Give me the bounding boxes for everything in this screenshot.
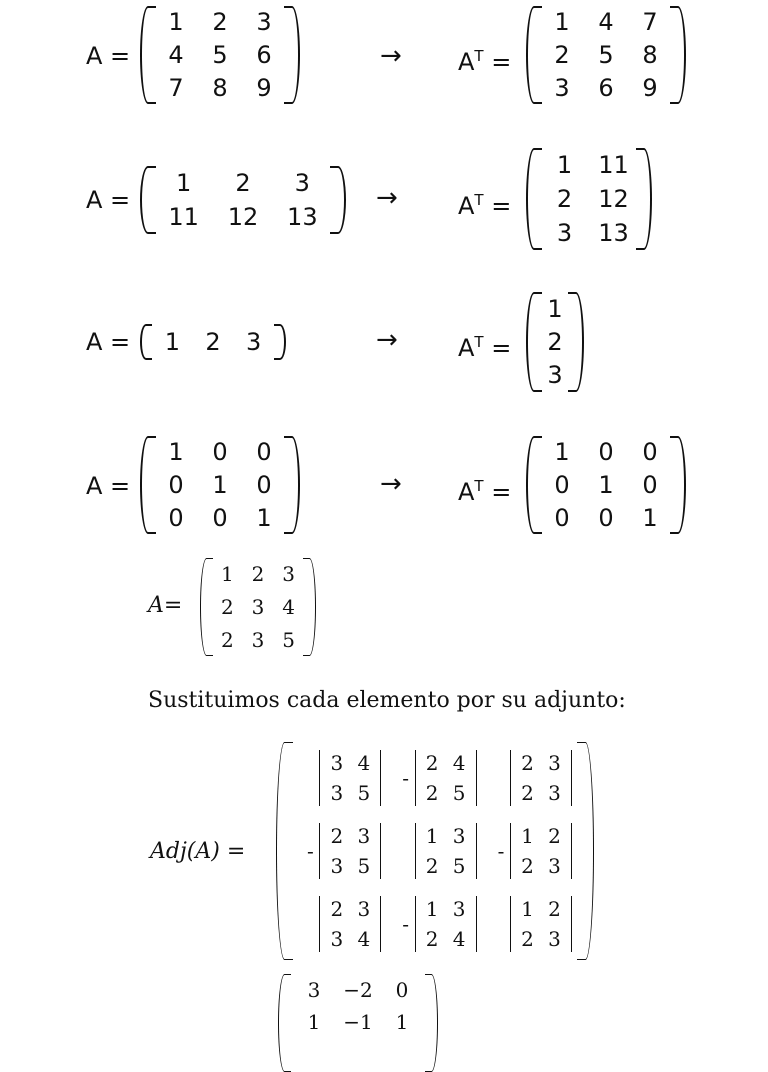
right-paren — [670, 436, 686, 534]
matrix-entry: 1 — [168, 8, 184, 37]
adjugate-cofactor — [292, 887, 387, 960]
matrix-entry: 1 — [168, 438, 184, 467]
matrix-entry: 1 — [547, 294, 563, 323]
right-bar — [380, 750, 381, 806]
matrix-entry: 5 — [598, 40, 614, 69]
minor-entry: 4 — [452, 751, 466, 776]
matrix-entry: 4 — [598, 8, 614, 37]
matrix-entry: 1 — [554, 8, 570, 37]
matrix-entry: 11 — [168, 203, 199, 231]
matrix-entry: 13 — [287, 203, 318, 231]
matrix-entry: 3 — [282, 562, 296, 587]
minor-entry: 2 — [330, 823, 344, 848]
matrix-entry: 7 — [642, 8, 658, 37]
matrix-entry: 12 — [227, 203, 259, 231]
matrix-entry: 2 — [547, 327, 563, 356]
matrix-a-transpose — [526, 436, 686, 534]
minor-entry: 4 — [357, 751, 371, 776]
adjugate-cofactor — [292, 815, 387, 888]
matrix-entry: 9 — [256, 73, 272, 102]
matrix-entry: 9 — [642, 73, 658, 102]
minor-entry: 3 — [330, 853, 344, 878]
minor-determinant — [415, 821, 477, 881]
matrix-entry: −2 — [343, 978, 373, 1002]
adjugate-cofactor — [483, 887, 578, 960]
minor-entry: 2 — [330, 896, 344, 921]
right-paren — [670, 6, 686, 104]
minor-entry: 3 — [357, 823, 371, 848]
matrix-entry: 2 — [205, 328, 221, 356]
minor-entry: 3 — [452, 896, 466, 921]
matrix-entry: 3 — [547, 361, 563, 390]
matrix-entry: 4 — [168, 40, 184, 69]
minor-entry: 4 — [452, 926, 466, 951]
arrow-icon: → — [380, 41, 402, 71]
matrix-entry: 1 — [395, 1010, 409, 1034]
minor-entry: 5 — [452, 781, 466, 806]
transpose-label: $A^T$ = — [458, 477, 512, 506]
right-bar — [380, 896, 381, 952]
transpose-label: $A^T$ = — [458, 333, 512, 362]
matrix-entry: 2 — [251, 562, 265, 587]
matrix-entry: 5 — [212, 40, 228, 69]
matrix-entry: 0 — [554, 503, 570, 532]
matrix-entry: 0 — [256, 438, 272, 467]
matrix-entry: 1 — [554, 438, 570, 467]
matrix-a-label: A = — [86, 472, 131, 500]
adjugate-cofactor — [483, 815, 578, 888]
left-bar — [319, 750, 320, 806]
left-bar — [319, 823, 320, 879]
matrix-entry: 8 — [212, 73, 228, 102]
matrix-entry: 12 — [598, 185, 629, 213]
left-paren — [276, 742, 293, 960]
matrix-a — [140, 436, 300, 534]
matrix-a-label: A = — [86, 186, 131, 214]
minor-entry: 3 — [452, 823, 466, 848]
minor-entry: 3 — [548, 853, 561, 878]
adjugate-cofactor — [387, 887, 482, 960]
minor-determinant — [319, 748, 381, 808]
minor-entry: 2 — [521, 853, 534, 878]
matrix-a — [140, 324, 286, 360]
minor-entry: 5 — [452, 853, 466, 878]
matrix-a-transpose — [526, 148, 652, 250]
minor-determinant — [510, 821, 572, 881]
left-bar — [510, 823, 511, 879]
matrix-entry: 7 — [168, 73, 184, 102]
matrix-entry: 0 — [598, 438, 614, 467]
minor-entry: 2 — [521, 926, 534, 951]
matrix-entry: 6 — [598, 73, 614, 102]
minor-determinant — [319, 894, 381, 954]
matrix-entry: −1 — [343, 1010, 373, 1034]
matrix-entry: 5 — [282, 627, 296, 652]
right-paren — [284, 6, 300, 104]
minor-entry: 2 — [425, 751, 439, 776]
minor-entry: 3 — [330, 926, 344, 951]
matrix-entry: 4 — [282, 594, 296, 619]
left-bar — [415, 896, 416, 952]
minor-entry: 1 — [425, 896, 439, 921]
minor-entry: 2 — [425, 781, 439, 806]
matrix-entry: 1 — [598, 470, 614, 499]
matrix-entry: 2 — [220, 594, 234, 619]
right-paren — [636, 148, 652, 250]
arrow-icon: → — [376, 183, 398, 213]
right-bar — [571, 896, 572, 952]
minor-entry: 1 — [521, 896, 534, 921]
cofactor-sign: - — [402, 766, 410, 791]
matrix-entry: 0 — [642, 438, 658, 467]
result-matrix — [278, 974, 438, 1072]
right-bar — [476, 896, 477, 952]
right-paren — [284, 436, 300, 534]
cofactor-sign: - — [306, 838, 314, 863]
right-paren — [274, 324, 286, 360]
matrix-entry: 1 — [212, 470, 228, 499]
matrix-entry: 1 — [220, 562, 234, 587]
right-paren — [425, 974, 438, 1072]
matrix-entry: 0 — [168, 470, 184, 499]
transpose-label: $A^T$ = — [458, 47, 512, 76]
minor-entry: 3 — [330, 751, 344, 776]
left-bar — [319, 896, 320, 952]
adjugate-cofactor — [387, 742, 482, 815]
minor-entry: 2 — [548, 896, 561, 921]
minor-determinant — [510, 748, 572, 808]
matrix-entry: 0 — [212, 438, 228, 467]
matrix-entry: 0 — [395, 978, 409, 1002]
left-bar — [415, 750, 416, 806]
matrix-entry: 3 — [251, 594, 265, 619]
matrix-entry: 0 — [256, 470, 272, 499]
minor-entry: 2 — [548, 823, 561, 848]
minor-entry: 3 — [330, 781, 344, 806]
minor-entry: 3 — [548, 926, 561, 951]
minor-entry: 3 — [548, 781, 561, 806]
minor-determinant — [415, 894, 477, 954]
minor-entry: 2 — [425, 853, 439, 878]
matrix-entry: 2 — [212, 8, 228, 37]
minor-determinant — [415, 748, 477, 808]
matrix-entry: 0 — [642, 470, 658, 499]
matrix-a-transpose — [526, 6, 686, 104]
matrix-entry: 1 — [307, 1010, 321, 1034]
matrix-entry: 0 — [212, 503, 228, 532]
right-bar — [571, 823, 572, 879]
adjugate-matrix — [276, 742, 594, 960]
matrix-entry: 0 — [598, 503, 614, 532]
matrix-entry: 0 — [554, 470, 570, 499]
matrix-entry: 1 — [164, 328, 180, 356]
minor-entry: 3 — [357, 896, 371, 921]
cofactor-sign: - — [402, 911, 410, 936]
minor-entry: 4 — [357, 926, 371, 951]
right-paren — [303, 558, 316, 656]
matrix-entry: 11 — [598, 151, 629, 179]
minor-entry: 5 — [357, 853, 371, 878]
minor-entry: 2 — [425, 926, 439, 951]
minor-entry: 5 — [357, 781, 371, 806]
left-bar — [415, 823, 416, 879]
matrix-a-label: A = — [86, 42, 131, 70]
minor-entry: 2 — [521, 781, 534, 806]
matrix-a-label: A = — [86, 328, 131, 356]
matrix-entry: 1 — [176, 169, 192, 197]
matrix-a — [140, 6, 300, 104]
matrix-entry: 3 — [554, 73, 570, 102]
right-bar — [380, 823, 381, 879]
adjugate-cofactor — [292, 742, 387, 815]
cofactor-sign: - — [497, 838, 505, 863]
matrix-a-label: A= — [148, 593, 183, 618]
matrix-entry: 1 — [556, 151, 573, 179]
matrix-entry: 2 — [554, 40, 570, 69]
minor-entry: 1 — [521, 823, 534, 848]
matrix-entry: 3 — [251, 627, 265, 652]
matrix-entry: 2 — [235, 169, 251, 197]
matrix-entry: 8 — [642, 40, 658, 69]
matrix-a — [140, 166, 346, 234]
matrix-entry: 13 — [598, 219, 629, 247]
matrix-entry: 2 — [556, 185, 573, 213]
matrix-entry: 3 — [556, 219, 573, 247]
matrix-a — [200, 558, 316, 656]
left-bar — [510, 750, 511, 806]
matrix-entry: 3 — [294, 169, 310, 197]
right-bar — [476, 750, 477, 806]
matrix-a-transpose — [526, 292, 584, 392]
right-bar — [476, 823, 477, 879]
adjugate-label: Adj(A) = — [150, 839, 246, 864]
matrix-entry: 0 — [168, 503, 184, 532]
left-paren — [140, 324, 152, 360]
left-paren — [278, 974, 291, 1072]
minor-entry: 1 — [425, 823, 439, 848]
matrix-entry: 1 — [256, 503, 272, 532]
transpose-label: $A^T$ = — [458, 191, 512, 220]
matrix-entry: 2 — [220, 627, 234, 652]
minor-determinant — [510, 894, 572, 954]
matrix-entry: 1 — [642, 503, 658, 532]
adjugate-cofactor — [483, 742, 578, 815]
matrix-entry: 6 — [256, 40, 272, 69]
matrix-entry: 3 — [307, 978, 321, 1002]
matrix-entry: 3 — [246, 328, 262, 356]
instruction-text: Sustituimos cada elemento por su adjunto: — [148, 688, 626, 713]
right-bar — [571, 750, 572, 806]
matrix-entry: 3 — [256, 8, 272, 37]
right-paren — [330, 166, 346, 234]
right-paren — [568, 292, 584, 392]
left-bar — [510, 896, 511, 952]
arrow-icon: → — [376, 325, 398, 355]
minor-entry: 3 — [548, 751, 561, 776]
right-paren — [577, 742, 594, 960]
minor-determinant — [319, 821, 381, 881]
arrow-icon: → — [380, 469, 402, 499]
adjugate-cofactor — [387, 815, 482, 888]
minor-entry: 2 — [521, 751, 534, 776]
